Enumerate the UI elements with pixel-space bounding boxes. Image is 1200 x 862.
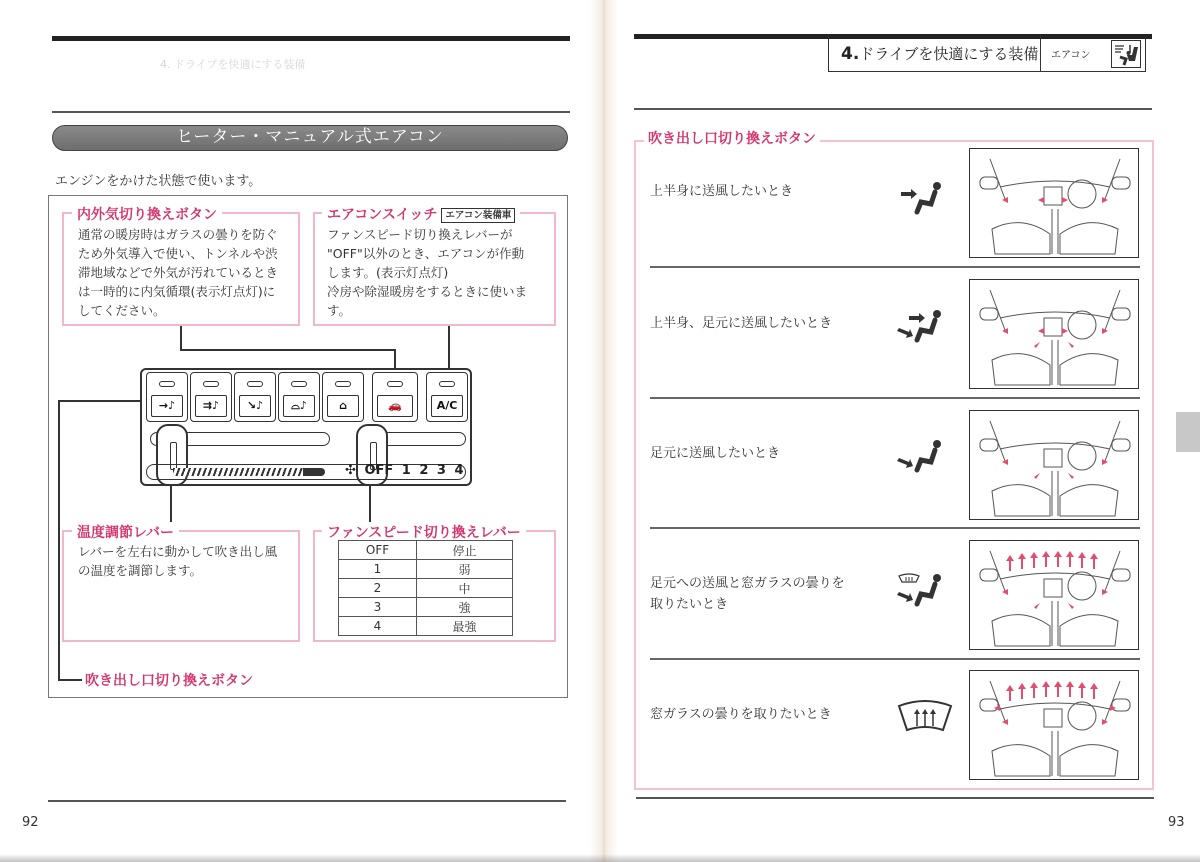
section-title: ヒーター・マニュアル式エアコン (52, 125, 568, 151)
foot-vent-button[interactable]: ↘♪ (234, 372, 276, 422)
mode-foot-text: 足元に送風したいとき (650, 446, 781, 461)
mode-defrost-text: 窓ガラスの曇りを取りたいとき (650, 707, 832, 722)
ac-title: エアコンスイッチ エアコン装備車 (322, 204, 520, 224)
ac-equipped-tag: エアコン装備車 (441, 208, 515, 223)
table-row: 3 強 (339, 598, 513, 617)
defrost-button[interactable]: ⌂ (322, 372, 364, 422)
temp-title: 温度調節レバー (72, 522, 179, 542)
defrost-icon (895, 694, 955, 744)
ac-desc: ファンスピード切り換えレバーが "OFF"以外のとき、エアコンが作動 します。(表示灯点灯) 冷房や除湿暖房をするときに使いま す。 (327, 227, 528, 318)
temp-desc: レバーを左右に動かして吹き出し風 の温度を調節します。 (78, 544, 278, 578)
chapter-tab (1176, 412, 1200, 452)
vent-modes-title: 吹き出し口切り換えボタン (644, 128, 820, 148)
bilevel-vent-button[interactable]: ⇉♪ (190, 372, 232, 422)
car-interior-bilevel-diagram (969, 279, 1139, 389)
footer-rule (48, 800, 566, 802)
page-number: 93 (1168, 815, 1185, 830)
mode-bilevel-text: 上半身、足元に送風したいとき (650, 316, 833, 331)
recirculation-button[interactable]: 🚗 (372, 372, 418, 422)
climate-control-panel (140, 368, 472, 486)
temp-gradient (173, 468, 303, 476)
vent-buttons-label: 吹き出し口切り換えボタン (85, 673, 253, 689)
face-vent-button[interactable]: →♪ (146, 372, 188, 422)
music-seat-icon (1111, 40, 1141, 68)
fan-scale: ✣ OFF 1 2 3 4 (345, 463, 464, 478)
recirc-desc: 通常の暖房時はガラスの曇りを防ぐ ため外気導入で使い、トンネルや渋 滞地域などで外気が汚れているとき は一時的に内気循環(表示灯点灯)に してください。 (78, 227, 279, 318)
chapter-subtitle: エアコン (1051, 50, 1091, 61)
connector (58, 400, 140, 402)
table-row: 1 弱 (339, 560, 513, 579)
fan-title: ファンスピード切り換えレバー (322, 522, 526, 542)
face-vent-icon (895, 178, 955, 228)
bilevel-vent-icon (895, 306, 955, 356)
ac-button[interactable]: A/C (426, 372, 468, 422)
header-rule (634, 108, 1152, 110)
connector (180, 349, 394, 351)
table-row: OFF 停止 (339, 541, 513, 560)
mode-face-text: 上半身に送風したいとき (650, 184, 794, 199)
top-rule (52, 36, 570, 41)
foot-defrost-button[interactable]: ⌓♪ (278, 372, 320, 422)
connector (180, 326, 182, 350)
connector (448, 326, 450, 372)
chapter-header: 4.ドライブを快適にする装備 エアコン (828, 36, 1146, 72)
table-row: 2 中 (339, 579, 513, 598)
car-interior-face-diagram (969, 148, 1139, 258)
footer-rule (636, 797, 1154, 799)
connector (58, 400, 60, 680)
mode-foot-defrost-text: 足元への送風と窓ガラスの曇りを 取りたいとき (650, 576, 845, 612)
header-rule (52, 111, 570, 113)
foot-defrost-icon (895, 570, 955, 620)
car-interior-foot-diagram (969, 410, 1139, 520)
car-interior-defrost-diagram (969, 670, 1139, 780)
book-gutter (590, 0, 618, 862)
foot-vent-icon (895, 436, 955, 486)
intro-text: エンジンをかけた状態で使います。 (55, 174, 262, 189)
fan-speed-table (338, 540, 513, 636)
fan-icon: ✣ (345, 463, 356, 478)
car-interior-foot-defrost-diagram (969, 540, 1139, 650)
table-row: 4 最強 (339, 617, 513, 636)
recirc-title: 内外気切り換えボタン (72, 204, 222, 224)
page-number: 92 (22, 815, 39, 830)
connector (58, 679, 82, 681)
scale-strip (146, 464, 466, 480)
ghost-header: 4. ドライブを快適にする装備 (160, 58, 306, 71)
